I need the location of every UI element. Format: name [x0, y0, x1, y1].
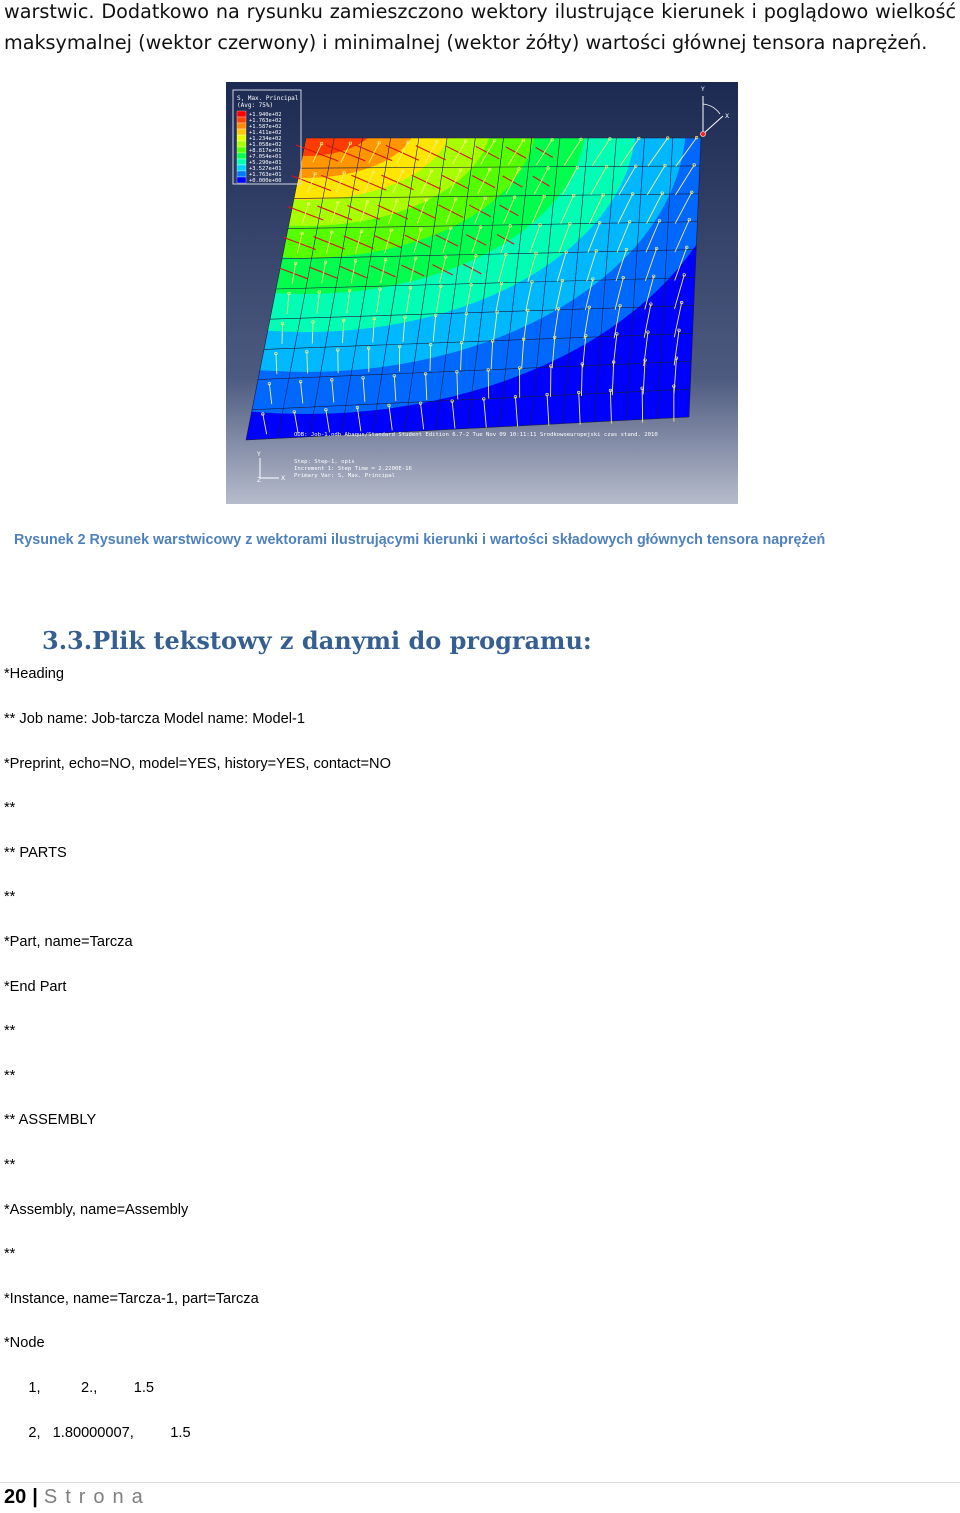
page-footer	[4, 1486, 151, 1509]
intro-line-1: warstwic. Dodatkowo na rysunku zamieszczono wektory ilustrujące kierunek i poglądowo wielkość	[4, 0, 956, 23]
footer-rule	[0, 1482, 960, 1483]
legend-swatch	[237, 123, 246, 129]
legend-swatch	[237, 129, 246, 135]
code-line: *End Part	[4, 979, 67, 995]
svg-text:Z: Z	[257, 477, 262, 484]
code-line: ** PARTS	[4, 845, 67, 861]
code-line: **	[4, 889, 16, 905]
primary-var-line: Primary Var: S, Max. Principal	[294, 473, 396, 479]
legend-value: +5.290e+01	[249, 160, 282, 166]
legend-swatch	[237, 141, 246, 147]
legend-value: +1.940e+02	[249, 112, 282, 118]
intro-line-2: maksymalnej (wektor czerwony) i minimalnej (wektor żółty) wartości głównej tensora naprężeń.	[4, 31, 928, 54]
code-line: ** Job name: Job-tarcza Model name: Model-1	[4, 711, 305, 727]
code-line: *Preprint, echo=NO, model=YES, history=YES, contact=NO	[4, 756, 391, 772]
svg-text:X: X	[281, 475, 286, 482]
page-word: Strona	[43, 1486, 151, 1508]
legend-swatch	[237, 165, 246, 171]
code-line: *Heading	[4, 666, 65, 682]
legend-value: +3.527e+01	[249, 166, 282, 172]
legend-value: +1.234e+02	[249, 136, 282, 142]
legend-value: +1.587e+02	[249, 124, 282, 130]
code-line: **	[4, 1157, 16, 1173]
stress-contour-figure	[226, 82, 738, 504]
legend-value: +8.817e+01	[249, 148, 282, 154]
figure-caption: Rysunek 2 Rysunek warstwicowy z wektorami ilustrującymi kierunki i wartości składowych głównych tensora naprężeń	[14, 532, 826, 548]
code-line: 2, 1.80000007, 1.5	[4, 1425, 191, 1441]
legend-value: +1.058e+02	[249, 142, 282, 148]
code-line: *Instance, name=Tarcza-1, part=Tarcza	[4, 1291, 259, 1307]
code-line: **	[4, 1246, 16, 1262]
code-line: **	[4, 800, 16, 816]
fea-contour-plot	[226, 82, 738, 504]
legend-value: +1.411e+02	[249, 130, 282, 136]
legend-swatch	[237, 135, 246, 141]
legend-value: +1.763e+01	[249, 172, 282, 178]
increment-line: Increment 1: Step Time = 2.2200E-16	[294, 466, 412, 472]
footer-separator: |	[32, 1486, 38, 1508]
code-line: **	[4, 1068, 16, 1084]
odb-info-line: ODB: Job-1.odb Abaqus/Standard Student Edition 6.7-2 Tue Nov 09 10:11:11 Srodkowoeuropejski czas stand. 2010	[294, 432, 658, 438]
code-line: 1, 2., 1.5	[4, 1380, 155, 1396]
intro-paragraph	[4, 0, 956, 58]
section-title: 3.3.Plik tekstowy z danymi do programu:	[42, 626, 592, 655]
svg-text:Y: Y	[257, 451, 261, 458]
legend-swatch	[237, 117, 246, 123]
page-number: 20	[4, 1486, 27, 1508]
legend-swatch	[237, 171, 246, 177]
code-line: ** ASSEMBLY	[4, 1112, 97, 1128]
legend-swatch	[237, 159, 246, 165]
legend-value: +1.763e+02	[249, 118, 282, 124]
legend-swatch	[237, 147, 246, 153]
legend-value: +0.000e+00	[249, 178, 282, 184]
legend-title: S, Max. Principal	[237, 95, 299, 102]
legend-value: +7.054e+01	[249, 154, 282, 160]
code-line: *Assembly, name=Assembly	[4, 1202, 189, 1218]
step-line: Step: Step-1, opis	[294, 459, 355, 465]
legend-swatch	[237, 177, 246, 183]
code-line: *Node	[4, 1335, 45, 1351]
code-line: *Part, name=Tarcza	[4, 934, 133, 950]
svg-text:Y: Y	[701, 86, 705, 93]
legend-subtitle: (Avg: 75%)	[237, 102, 274, 109]
legend-swatch	[237, 153, 246, 159]
legend-swatch	[237, 111, 246, 117]
svg-text:X: X	[725, 113, 730, 120]
code-line: **	[4, 1023, 16, 1039]
